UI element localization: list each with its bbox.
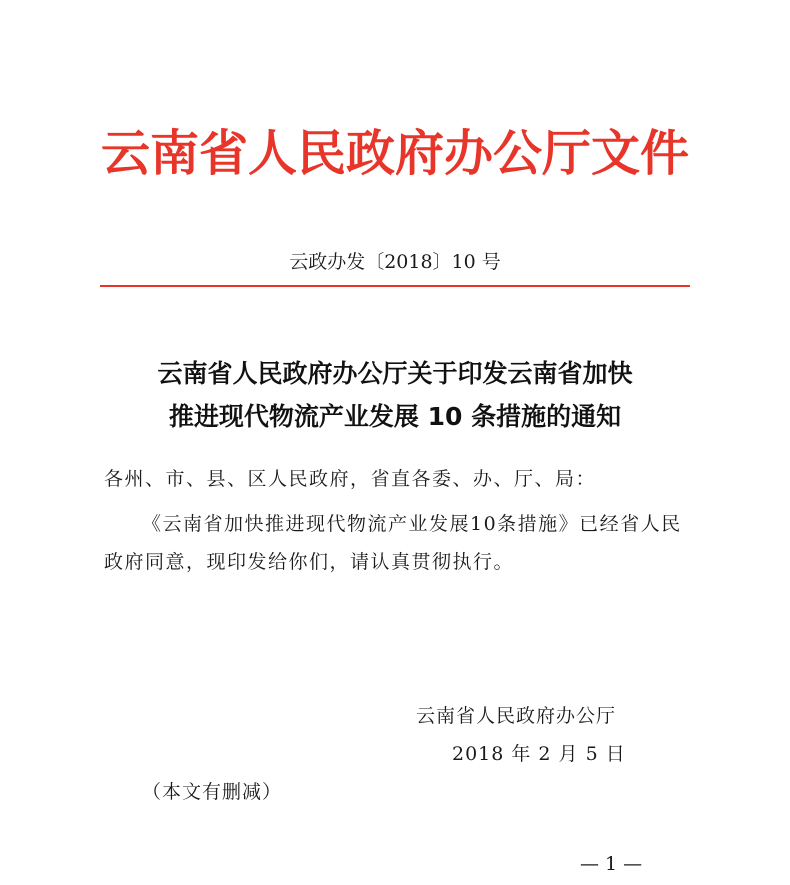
title-line-2: 推进现代物流产业发展 10 条措施的通知: [168, 402, 622, 431]
document-title: [0, 352, 790, 438]
addressee: 各州、市、县、区人民政府，省直各委、办、厅、局：: [104, 468, 597, 490]
title-line-1: 云南省人民政府办公厅关于印发云南省加快: [157, 359, 633, 388]
page-number: — 1 —: [580, 853, 643, 875]
issuer-header: 云南省人民政府办公厅文件: [100, 124, 689, 182]
red-divider-line: [100, 285, 690, 287]
body-paragraph: 《云南省加快推进现代物流产业发展10条措施》已经省人民政府同意，现印发给你们，请认真贯彻执行。: [104, 513, 682, 573]
signature-organization: 云南省人民政府办公厅: [416, 705, 617, 727]
document-number: 云政办发〔2018〕10 号: [289, 251, 501, 273]
signature-date: 2018 年 2 月 5 日: [452, 743, 626, 765]
abridged-note: （本文有删减）: [142, 781, 283, 803]
